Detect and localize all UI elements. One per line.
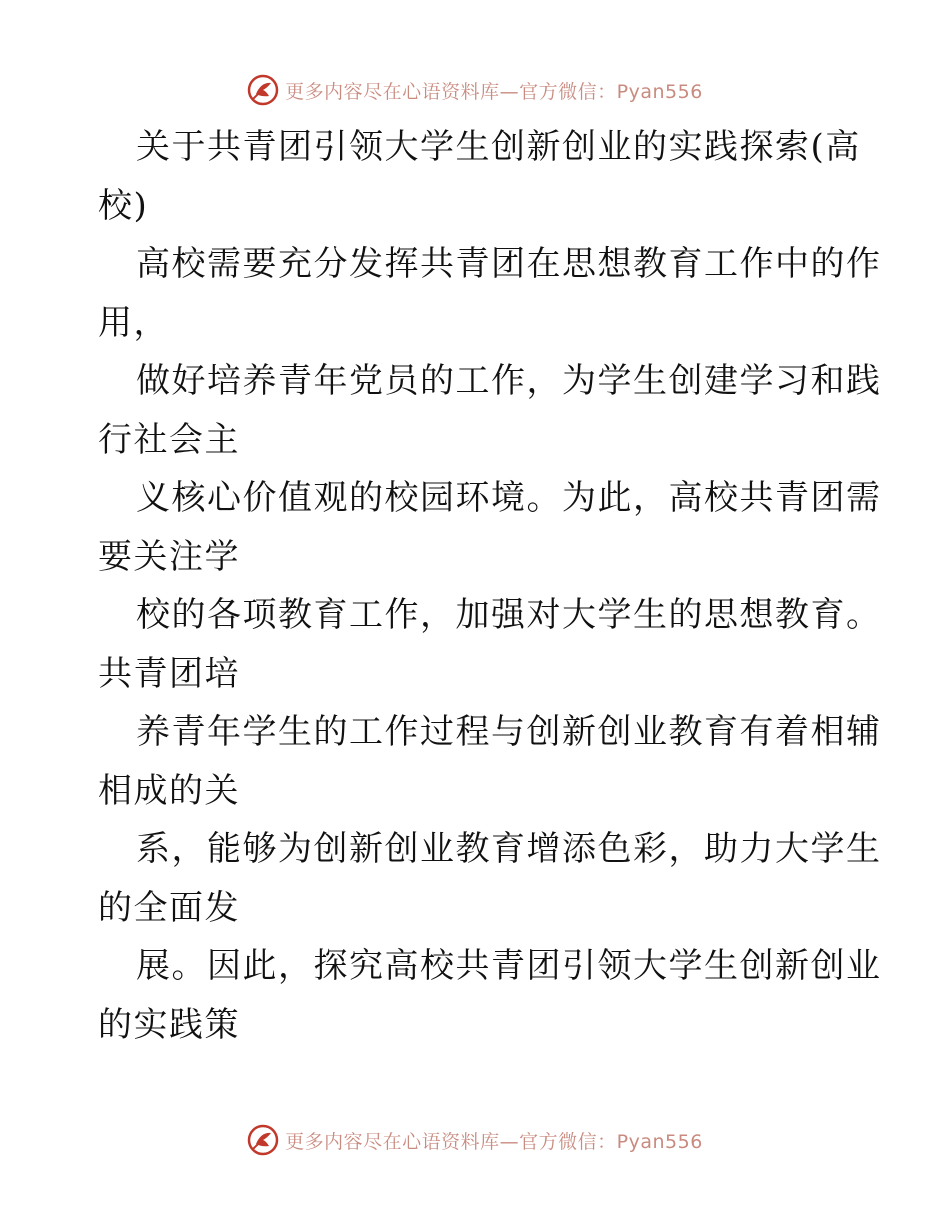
text-line: 共青团培 xyxy=(98,653,240,694)
seal-logo-icon xyxy=(247,1124,279,1156)
text-line: 用， xyxy=(98,302,169,343)
footer-banner-text xyxy=(285,1127,703,1154)
seal-logo-icon xyxy=(247,74,279,106)
text-line: 关于共青团引领大学生创新创业的实践探索(高 xyxy=(136,127,861,167)
header-banner-label: 更多内容尽在心语资料库—官方微信： xyxy=(285,80,617,103)
footer-banner xyxy=(0,1120,950,1160)
header-banner xyxy=(0,70,950,110)
text-line: 校) xyxy=(98,185,149,226)
text-line: 展。因此，探究高校共青团引领大学生创新创业 xyxy=(136,946,882,986)
document-body xyxy=(98,118,882,1054)
text-line: 养青年学生的工作过程与创新创业教育有着相辅 xyxy=(136,712,882,752)
text-line: 系，能够为创新创业教育增添色彩，助力大学生 xyxy=(136,829,882,869)
text-line: 校的各项教育工作，加强对大学生的思想教育。 xyxy=(136,595,882,635)
text-line: 的全面发 xyxy=(98,887,240,928)
text-line: 要关注学 xyxy=(98,536,240,577)
text-line: 的实践策 xyxy=(98,1004,240,1045)
text-line: 相成的关 xyxy=(98,770,240,811)
footer-banner-wechat-id: Pyan556 xyxy=(616,1130,703,1153)
text-line: 义核心价值观的校园环境。为此，高校共青团需 xyxy=(136,478,882,518)
text-line: 行社会主 xyxy=(98,419,240,460)
text-line: 做好培养青年党员的工作，为学生创建学习和践 xyxy=(136,361,882,401)
header-banner-text xyxy=(285,77,703,104)
text-line: 高校需要充分发挥共青团在思想教育工作中的作 xyxy=(136,244,882,284)
header-banner-wechat-id: Pyan556 xyxy=(616,80,703,103)
footer-banner-label: 更多内容尽在心语资料库—官方微信： xyxy=(285,1130,617,1153)
